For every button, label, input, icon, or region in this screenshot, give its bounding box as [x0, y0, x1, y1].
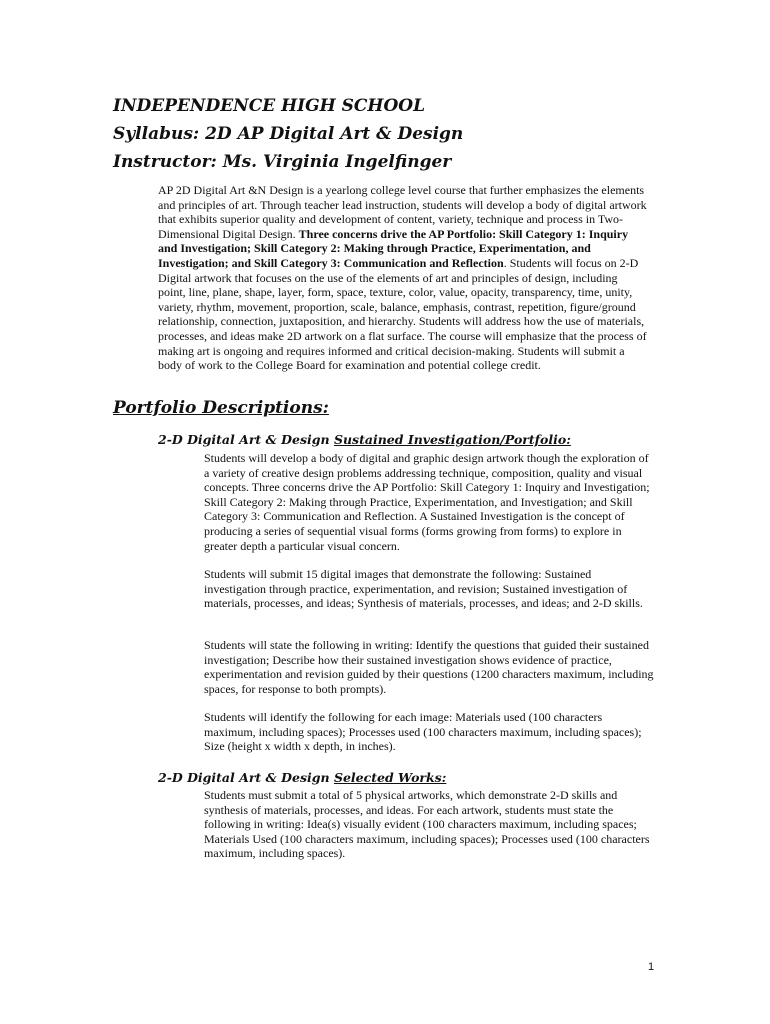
portfolio-section-title: Portfolio Descriptions:: [113, 398, 329, 418]
sustained-investigation-heading: [158, 432, 571, 447]
intro-bold-text: Three concerns drive the AP Portfolio: Skill Category 1: Inquiry and Investigation; Skill Category 2: Making through Practice, Experimentation, and Investigation; and Skill Category 3: Communication and Reflection: [158, 226, 629, 270]
intro-text-end: . Students will focus on 2-D Digital artwork that focuses on the use of the elements of art and principles of design, including point, line, plane, shape, layer, form, space, texture, color, value, opacity, transparency, time, unity, variety, rhythm, movement, proportion, scale, balance, emphasis, contrast, repetition, figure/ground relationship, connection, juxtaposition, and hierarchy. Students will address how the use of materials, processes, and ideas make 2D artwork on a flat surface. The course will emphasize that the process of making art is ongoing and requires informed and critical decision-making. Students will submit a body of work to the College Board for examination and potential college credit.: [158, 255, 647, 373]
intro-text-start: AP 2D Digital Art &N Design is a yearlong college level course that further emphasizes the elements and principles of art. Through teacher lead instruction, students will develop a body of digital artwork that exhibits superior quality and development of content, variety, technique and process in Two-Dimensional Digital Design.: [158, 183, 647, 241]
selected-works-paragraph: Students must submit a total of 5 physical artworks, which demonstrate 2-D skills and synthesis of materials, processes, and ideas. For each artwork, students must state the following in writing: Idea(s) visually evident (100 characters maximum, including spaces; Materials Used (100 characters maximum, including spaces); Processes used (100 characters maximum, including spaces).: [204, 788, 650, 861]
selected-heading-prefix: 2-D Digital Art & Design: [158, 770, 334, 785]
document-header: [113, 92, 713, 176]
sustained-paragraph-3: Students will state the following in writing: Identify the questions that guided their sustained investigation; Describe how their sustained investigation shows evidence of practice, experimentation and revision guided by their questions (1200 characters maximum, including spaces, for response to both prompts).: [204, 638, 654, 696]
selected-works-heading: [158, 770, 446, 785]
sustained-paragraph-1: Students will develop a body of digital and graphic design artwork though the exploration of a variety of creative design problems addressing technique, composition, quality and visual concepts. Three concerns drive the AP Portfolio: Skill Category 1: Inquiry and Investigation; Skill Category 2: Making through Practice, Experimentation, and Investigation; and Skill Category 3: Communication and Reflection. A Sustained Investigation is the concept of producing a series of sequential visual forms (forms growing from forms) to explore in greater depth a particular visual concern.: [204, 451, 650, 553]
instructor-name: Instructor: Ms. Virginia Ingelfinger: [113, 152, 452, 172]
sustained-paragraph-4: Students will identify the following for each image: Materials used (100 characters maximum, including spaces); Processes used (100 characters maximum, including spaces); Size (height x width x depth, in inches).: [204, 710, 642, 754]
school-name: INDEPENDENCE HIGH SCHOOL: [113, 96, 426, 116]
sustained-heading-underlined: Sustained Investigation/Portfolio:: [333, 432, 571, 447]
syllabus-title: Syllabus: 2D AP Digital Art & Design: [113, 124, 464, 144]
sustained-paragraph-2: Students will submit 15 digital images that demonstrate the following: Sustained investigation through practice, experimentation, and revision; Sustained investigation of materials, processes, and ideas; Synthesis of materials, processes, and ideas; and 2-D skills.: [204, 567, 643, 611]
selected-heading-underlined: Selected Works:: [333, 770, 447, 785]
page-number: 1: [648, 961, 655, 973]
sustained-heading-prefix: 2-D Digital Art & Design: [158, 432, 334, 447]
course-description: [158, 183, 648, 373]
